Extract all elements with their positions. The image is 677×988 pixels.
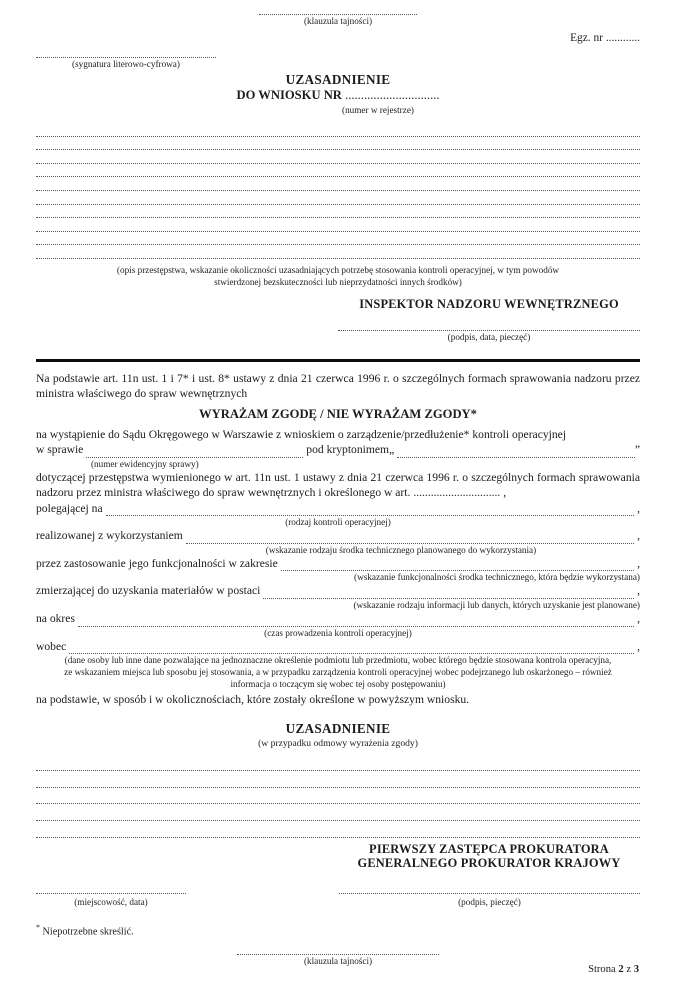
refusal-lines	[36, 755, 640, 838]
classification-block-top	[259, 8, 417, 27]
blank-fill-line	[36, 788, 640, 805]
field-caption-type: (rodzaj kontroli operacyjnej)	[285, 517, 391, 528]
field-fill-line	[263, 588, 634, 599]
blank-fill-line	[36, 123, 640, 137]
field-comma: ,	[637, 529, 640, 543]
field-fill-line	[69, 643, 634, 654]
file-reference-fill-line	[36, 51, 216, 58]
blank-fill-line	[36, 164, 640, 178]
offense-comma: ,	[503, 486, 507, 500]
file-reference-block	[36, 51, 216, 70]
field-comma: ,	[637, 639, 640, 653]
subtitle-fill-dots: ..............................	[345, 88, 440, 102]
refusal-title: UZASADNIENIE	[285, 720, 391, 736]
copy-number: Egz. nr ............	[570, 32, 640, 44]
subtitle-caption: (numer w rejestrze)	[342, 105, 414, 115]
inspector-title: INSPEKTOR NADZORU WEWNĘTRZNEGO	[359, 296, 619, 311]
justification-lines	[36, 123, 640, 259]
field-row-materials	[36, 583, 640, 599]
classification-fill-line	[259, 8, 417, 15]
classification-block-bottom	[237, 946, 439, 967]
field-label: na okres	[36, 611, 75, 625]
footnote	[36, 923, 640, 937]
codename-fill-line	[397, 447, 635, 458]
field-comma: ,	[637, 501, 640, 515]
codename-label: pod kryptonimem	[306, 443, 390, 457]
field-caption-means: (wskazanie rodzaju środka technicznego planowanego do wykorzystania)	[265, 544, 537, 555]
field-label: polegającej na	[36, 501, 103, 515]
place-date-block	[36, 884, 186, 908]
field-caption-period: (czas prowadzenia kontroli operacyjnej)	[264, 627, 412, 638]
field-row-type	[36, 501, 640, 517]
page-number-total: 3	[633, 964, 639, 975]
field-fill-line	[106, 505, 634, 516]
offense-paragraph	[36, 470, 640, 501]
page-number-separator: z	[626, 964, 632, 975]
blank-fill-line	[36, 804, 640, 821]
justification-caption: (opis przestępstwa, wskazanie okoliczności uzasadniających potrzebę stosowania kontroli operacyjnej, w tym powodów stwierdzonej bezskuteczności lub nieprzydatności innych środków)	[116, 264, 560, 287]
signatures-row	[36, 884, 640, 908]
field-row-functionality	[36, 556, 640, 572]
file-reference-caption: (sygnatura literowo-cyfrowa)	[72, 59, 180, 69]
field-caption-subject: (dane osoby lub inne dane pozwalające na jednoznaczne określenie podmiotu lub przedmiotu, wobec którego będzie stosowana kontrola operacyjna, ze wskazaniem miejsca lub sposobu jej stosowania, a w przypadku zarządzenia kontroli operacyjnej wobec podejrzanego lub oskarżonego – również informacja o toczącym się wobec tej osoby postępowaniu)	[64, 655, 612, 690]
page-number-prefix: Strona	[588, 964, 616, 975]
classification-caption: (klauzula tajności)	[303, 955, 373, 966]
classification-fill-line	[237, 946, 439, 955]
closing-paragraph: na podstawie, w sposób i w okolicznościach, które zostały określone w powyższym wniosku.	[36, 693, 470, 707]
case-number-fill-line	[86, 447, 303, 458]
prosecutor-signature-caption: (podpis, pieczęć)	[458, 896, 521, 907]
blank-fill-line	[36, 218, 640, 232]
field-row-subject	[36, 639, 640, 655]
footnote-text: Niepotrzebne skreślić.	[42, 925, 134, 937]
page-number-current: 2	[618, 964, 624, 975]
consent-heading: WYRAŻAM ZGODĘ / NIE WYRAŻAM ZGODY*	[199, 406, 477, 421]
request-paragraph: na wystąpienie do Sądu Okręgowego w Warszawie z wnioskiem o zarządzenie/przedłużenie* kontroli operacyjnej	[36, 427, 567, 441]
blank-fill-line	[36, 755, 640, 772]
field-label: zmierzającej do uzyskania materiałów w postaci	[36, 584, 261, 598]
blank-fill-line	[36, 771, 640, 788]
inspector-signature-caption: (podpis, data, pieczęć)	[447, 331, 531, 342]
prosecutor-signature-block	[339, 884, 640, 908]
case-number-caption: (numer ewidencyjny sprawy)	[91, 458, 199, 469]
codename-open-quote: „	[389, 443, 395, 457]
blank-fill-line	[36, 232, 640, 246]
classification-caption: (klauzula tajności)	[303, 16, 373, 26]
prosecutor-title-line2: GENERALNEGO PROKURATOR KRAJOWY	[357, 856, 621, 870]
section-divider	[36, 359, 640, 362]
field-caption-materials: (wskazanie rodzaju informacji lub danych, których uzyskanie jest planowane)	[353, 599, 640, 610]
case-codename-row	[36, 442, 640, 458]
place-date-caption: (miejscowość, data)	[74, 896, 148, 907]
field-comma: ,	[637, 611, 640, 625]
blank-fill-line	[36, 177, 640, 191]
field-fill-line	[281, 560, 634, 571]
footnote-marker: *	[36, 922, 40, 932]
prosecutor-block	[338, 842, 640, 871]
field-label: realizowanej z wykorzystaniem	[36, 529, 183, 543]
field-row-period	[36, 611, 640, 627]
blank-fill-line	[36, 245, 640, 259]
field-label: wobec	[36, 639, 67, 653]
prosecutor-title-line1: PIERWSZY ZASTĘPCA PROKURATORA	[369, 841, 609, 856]
case-label: w sprawie	[36, 443, 84, 457]
inspector-signature-line	[338, 319, 640, 331]
inspector-block	[338, 297, 640, 343]
blank-fill-line	[36, 150, 640, 164]
codename-close-quote: ”	[634, 443, 640, 457]
page-title: UZASADNIENIE	[285, 72, 391, 87]
page-subtitle	[36, 88, 640, 103]
field-fill-line	[78, 616, 634, 627]
field-label: przez zastosowanie jego funkcjonalności w zakresie	[36, 556, 278, 570]
place-date-fill-line	[36, 884, 186, 894]
subtitle-label: DO WNIOSKU NR	[236, 88, 342, 102]
page-number	[588, 964, 639, 975]
prosecutor-signature-line	[339, 884, 640, 894]
field-row-means	[36, 528, 640, 544]
blank-fill-line	[36, 821, 640, 838]
refusal-caption: (w przypadku odmowy wyrażenia zgody)	[258, 737, 418, 749]
field-comma: ,	[637, 556, 640, 570]
offense-text: dotyczącej przestępstwa wymienionego w art. 11n ust. 1 ustawy z dnia 21 czerwca 1996 r. o szczególnych formach sprawowania nadzoru przez ministra właściwego do spraw wewnętrznych i określonego w art.	[36, 470, 640, 500]
blank-fill-line	[36, 137, 640, 151]
blank-fill-line	[36, 205, 640, 219]
field-comma: ,	[637, 584, 640, 598]
blank-fill-line	[36, 191, 640, 205]
field-fill-line	[186, 533, 634, 544]
legal-basis-paragraph: Na podstawie art. 11n ust. 1 i 7* i ust. 8* ustawy z dnia 21 czerwca 1996 r. o szczególnych formach sprawowania nadzoru przez ministra właściwego do spraw wewnętrznych	[36, 371, 640, 401]
offense-fill-dots: ..............................	[413, 486, 501, 500]
field-caption-functionality: (wskazanie funkcjonalności środka technicznego, która będzie wykorzystana)	[354, 572, 640, 583]
